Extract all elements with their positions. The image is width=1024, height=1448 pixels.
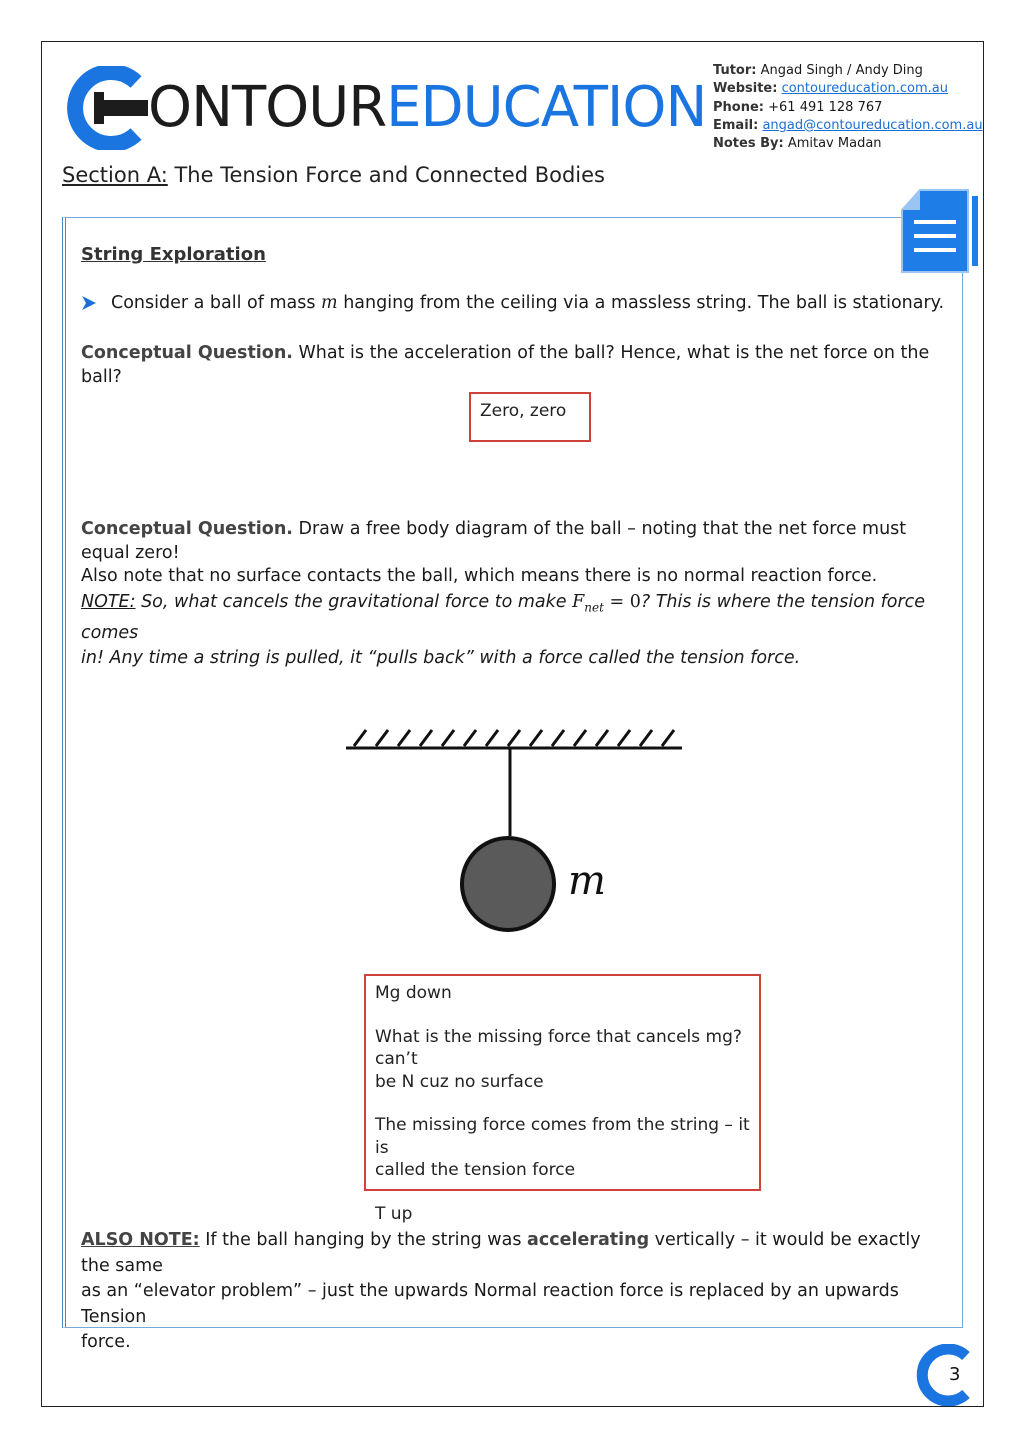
tutor-value: Angad Singh / Andy Ding: [760, 63, 923, 78]
ball: [462, 838, 554, 930]
also-emph: accelerating: [527, 1230, 650, 1250]
sub-heading: String Exploration: [81, 244, 266, 265]
document-icon: [898, 186, 982, 276]
also-text-b: vertically – it would be exactly the same: [81, 1230, 921, 1276]
website-label: Website:: [713, 81, 778, 97]
question-1: [81, 342, 951, 389]
contour-logo: [66, 66, 706, 150]
contour-logo-icon: [66, 66, 152, 150]
hanging-ball-diagram: [340, 716, 690, 946]
note-math-eq: = 0: [603, 592, 641, 612]
note-math-sub: net: [584, 600, 604, 615]
note-label: NOTE:: [81, 592, 136, 612]
notes-label: Notes By:: [713, 136, 784, 152]
section-label: Section A:: [62, 163, 168, 187]
answer-2-line-4: The missing force comes from the string – it is: [375, 1115, 750, 1158]
email-label: Email:: [713, 117, 759, 133]
question-2-text-line1: Draw a free body diagram of the ball – noting that the net force must equal zero!: [81, 519, 907, 563]
note-math-f: F: [572, 592, 585, 612]
bullet-text-pre: Consider a ball of mass: [111, 293, 322, 313]
note-paragraph: [81, 590, 951, 671]
also-note-label: ALSO NOTE:: [81, 1230, 200, 1250]
mass-label: m: [568, 858, 606, 904]
logo-text-blue: EDUCATION: [386, 75, 707, 140]
email-link[interactable]: angad@contoureducation.com.au: [762, 117, 983, 133]
note-text-a: So, what cancels the gravitational force to make: [135, 592, 573, 612]
question-1-text: What is the acceleration of the ball? Hence, what is the net force on the ball?: [81, 343, 930, 387]
question-2: [81, 518, 951, 589]
answer-2-line-1: Mg down: [375, 983, 452, 1003]
phone-label: Phone:: [713, 99, 764, 115]
bullet-arrow-icon: [81, 295, 97, 311]
note-line-2: in! Any time a string is pulled, it “pulls back” with a force called the tension force.: [81, 647, 801, 668]
question-2-label: Conceptual Question.: [81, 519, 293, 539]
bullet-text-post: hanging from the ceiling via a massless string. The ball is stationary.: [337, 293, 945, 313]
tutor-info: [713, 62, 983, 153]
question-2-text-line2: Also note that no surface contacts the ball, which means there is no normal reaction force.: [81, 566, 878, 586]
bullet-line: [81, 293, 944, 313]
section-title-text: The Tension Force and Connected Bodies: [167, 163, 605, 187]
page-number: 3: [949, 1364, 961, 1385]
website-link[interactable]: contoureducation.com.au: [781, 81, 949, 97]
notes-value: Amitav Madan: [787, 136, 882, 152]
also-line-3: force.: [81, 1332, 131, 1352]
answer-2-line-5: called the tension force: [375, 1160, 576, 1180]
answer-box-1: Zero, zero: [469, 392, 591, 442]
also-note-paragraph: [81, 1228, 951, 1356]
logo-text-dark: ONTOUR: [148, 75, 387, 140]
phone-value: +61 491 128 767: [768, 99, 883, 115]
tutor-label: Tutor:: [713, 63, 757, 78]
question-1-label: Conceptual Question.: [81, 343, 293, 363]
answer-box-2: [364, 974, 761, 1224]
ceiling: [346, 730, 682, 748]
answer-2-line-6: T up: [375, 1203, 413, 1224]
logo-wordmark: [148, 66, 706, 150]
also-text-a: If the ball hanging by the string was: [199, 1230, 528, 1250]
section-title: [62, 163, 605, 187]
bullet-text: [111, 293, 944, 313]
answer-2-line-3: be N cuz no surface: [375, 1071, 544, 1092]
also-line-2: as an “elevator problem” – just the upwards Normal reaction force is replaced by an upwards Tension: [81, 1281, 899, 1327]
note-math: [572, 592, 641, 615]
answer-2-line-2: What is the missing force that cancels mg? can’t: [375, 1026, 742, 1069]
note-text-b: ? This is where the tension force comes: [81, 592, 926, 643]
bullet-var: m: [321, 293, 338, 313]
page-number-logo-icon: [914, 1344, 976, 1406]
